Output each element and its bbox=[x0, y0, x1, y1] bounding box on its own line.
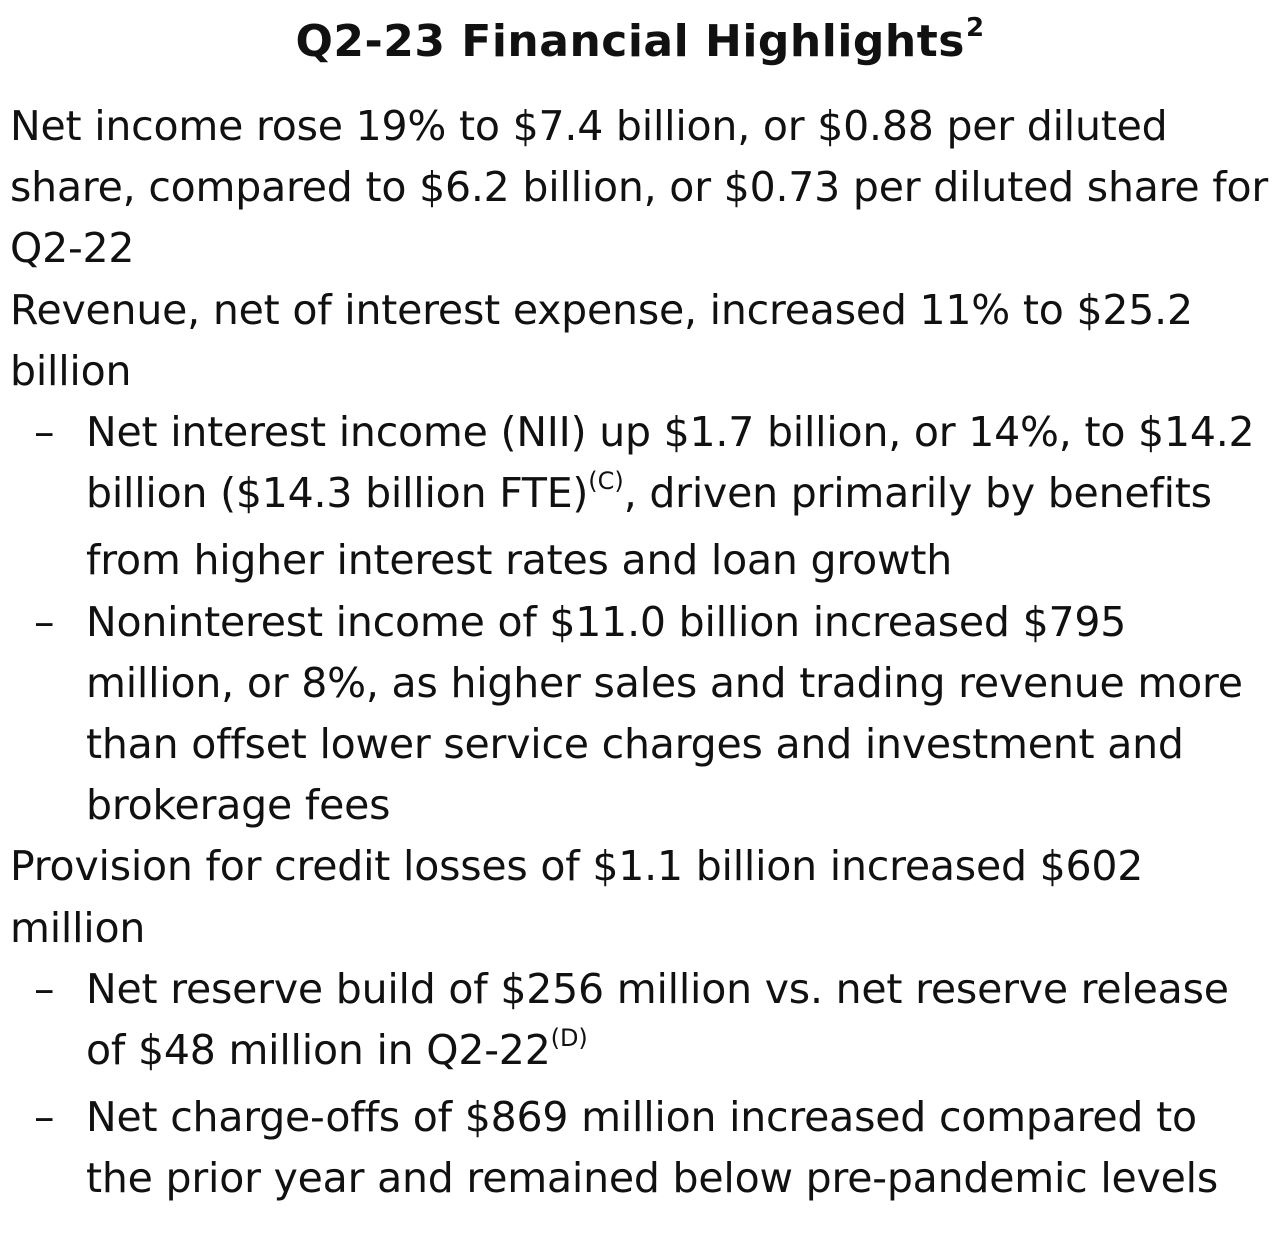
bullet-net-income: Net income rose 19% to $7.4 billion, or $0.88 per diluted share, compared to $6.2 billion, or $0.73 per diluted share for Q2-22 bbox=[10, 102, 1269, 273]
sub-bullet-noninterest-income bbox=[10, 592, 1272, 837]
slide-title bbox=[0, 12, 1280, 72]
title-footnote-marker: 2 bbox=[965, 13, 985, 44]
sub-bullet-text-continued: , driven primarily by benefits from higher interest rates and loan growth bbox=[86, 469, 1212, 585]
dash-marker: – bbox=[34, 408, 55, 457]
footnote-reference-c: (C) bbox=[588, 467, 624, 496]
sub-bullet-text: Net reserve build of $256 million vs. net reserve release of $48 million in Q2-22 bbox=[86, 964, 1229, 1075]
footnote-reference-d: (D) bbox=[550, 1024, 588, 1053]
sub-bullet-text: Noninterest income of $11.0 billion increased $795 million, or 8%, as higher sales and trading revenue more than offset lower service charges and investment and brokerage fees bbox=[86, 597, 1243, 830]
dash-marker: – bbox=[34, 597, 55, 646]
dash-marker: – bbox=[34, 1093, 55, 1142]
sub-bullet-net-reserve-build bbox=[10, 959, 1272, 1087]
dash-marker: – bbox=[34, 964, 55, 1013]
sub-bullet-text: Net charge-offs of $869 million increased compared to the prior year and remained below pre-pandemic levels bbox=[86, 1093, 1218, 1203]
sub-bullet-net-charge-offs bbox=[10, 1087, 1272, 1209]
slide-title-text: Q2-23 Financial Highlights bbox=[295, 16, 965, 67]
bullet-revenue: Revenue, net of interest expense, increased 11% to $25.2 billion bbox=[10, 285, 1193, 395]
highlights-list bbox=[10, 96, 1272, 1210]
bullet-provision-credit-losses: Provision for credit losses of $1.1 billion increased $602 million bbox=[10, 842, 1144, 952]
sub-bullet-text: Net interest income (NII) up $1.7 billion, or 14%, to $14.2 billion ($14.3 billion FTE) bbox=[86, 408, 1255, 518]
sub-bullet-net-interest-income bbox=[10, 402, 1272, 592]
